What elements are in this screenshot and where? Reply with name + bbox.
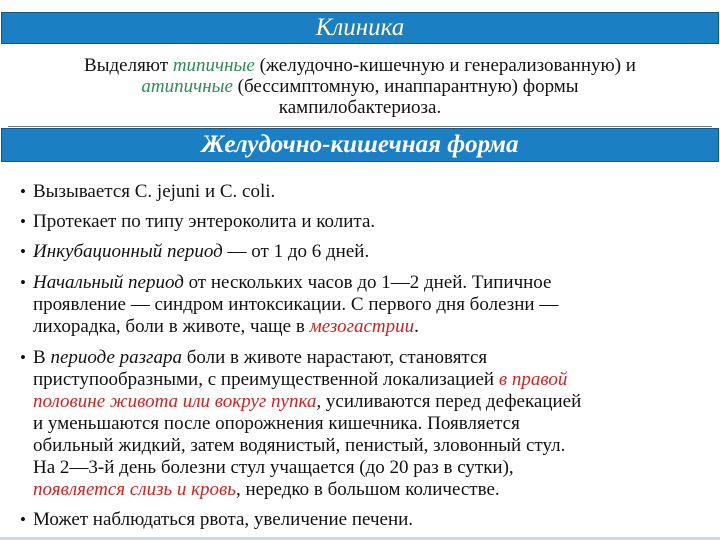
- mucus-blood-term: появляется слизь и кровь: [33, 479, 236, 500]
- bullet-6: Может наблюдаться рвота, увеличение печени.: [33, 509, 414, 530]
- bullet-4-line-2: проявление — синдром интоксикации. С первого дня болезни —: [33, 294, 559, 315]
- bullet-icon: •: [20, 273, 26, 292]
- bullet-5-line-6: На 2—3-й день болезни стул учащается (до 20 раз в сутки),: [33, 457, 514, 478]
- bullet-text: приступообразными, с преимущественной локализацией: [33, 369, 499, 390]
- bullet-5-line-1: [33, 347, 487, 369]
- intro-text: (бессимптомную, инаппарантную) формы: [232, 76, 579, 97]
- bullet-icon: •: [20, 182, 26, 201]
- location-term: половине живота или вокруг пупка: [33, 391, 317, 412]
- intro-text: Выделяют: [84, 55, 173, 76]
- typical-term: типичные: [172, 55, 255, 76]
- bullet-text: , усиливаются перед дефекацией: [316, 391, 582, 412]
- initial-period-term: Начальный период: [33, 272, 184, 293]
- bullet-5-line-4: и уменьшаются после опорожнения кишечника. Появляется: [33, 413, 520, 434]
- bullet-text: , нередко в большом количестве.: [235, 479, 500, 500]
- mesogastrium-term: мезогастрии: [309, 316, 415, 337]
- page-title: Клиника: [315, 14, 405, 41]
- bullet-4-line-1: [33, 272, 551, 294]
- bullet-icon: •: [20, 212, 26, 231]
- bullet-5-line-7: [33, 479, 500, 501]
- bullet-text: боли в животе нарастают, становятся: [181, 347, 488, 368]
- location-term: в правой: [498, 369, 568, 390]
- intro-line-1: [10, 55, 710, 76]
- intro-text: (желудочно-кишечную и генерализованную) и: [254, 55, 636, 76]
- bullet-5-line-3: [33, 391, 581, 413]
- peak-period-term: периоде разгара: [50, 347, 182, 368]
- bullet-text: В: [33, 347, 51, 368]
- bullet-5-line-5: обильный жидкий, затем водянистый, пенистый, зловонный стул.: [33, 435, 566, 456]
- incubation-term: Инкубационный период: [33, 241, 223, 262]
- divider: [8, 126, 712, 127]
- bullet-4-line-3: [33, 316, 419, 338]
- bullet-icon: •: [20, 242, 26, 261]
- bullet-2: Протекает по типу энтероколита и колита.: [33, 211, 376, 232]
- bullet-text: .: [414, 316, 419, 337]
- bullet-icon: •: [20, 348, 26, 367]
- intro-line-3: кампилобактериоза.: [278, 97, 442, 118]
- section-title: Желудочно-кишечная форма: [201, 131, 519, 158]
- section-banner: [1, 128, 719, 162]
- bullet-3: [33, 241, 369, 263]
- atypical-term: атипичные: [141, 76, 233, 97]
- intro-line-2: [10, 76, 710, 97]
- title-banner: [1, 12, 719, 44]
- intro-paragraph: [10, 55, 710, 118]
- bullet-text: — от 1 до 6 дней.: [222, 241, 370, 262]
- bullet-icon: •: [20, 510, 26, 529]
- bullet-5-line-2: [33, 369, 567, 391]
- bullet-text: лихорадка, боли в животе, чаще в: [33, 316, 310, 337]
- bullet-text: от нескольких часов до 1—2 дней. Типичное: [183, 272, 552, 293]
- bullet-1: Вызывается C. jejuni и C. coli.: [33, 181, 276, 202]
